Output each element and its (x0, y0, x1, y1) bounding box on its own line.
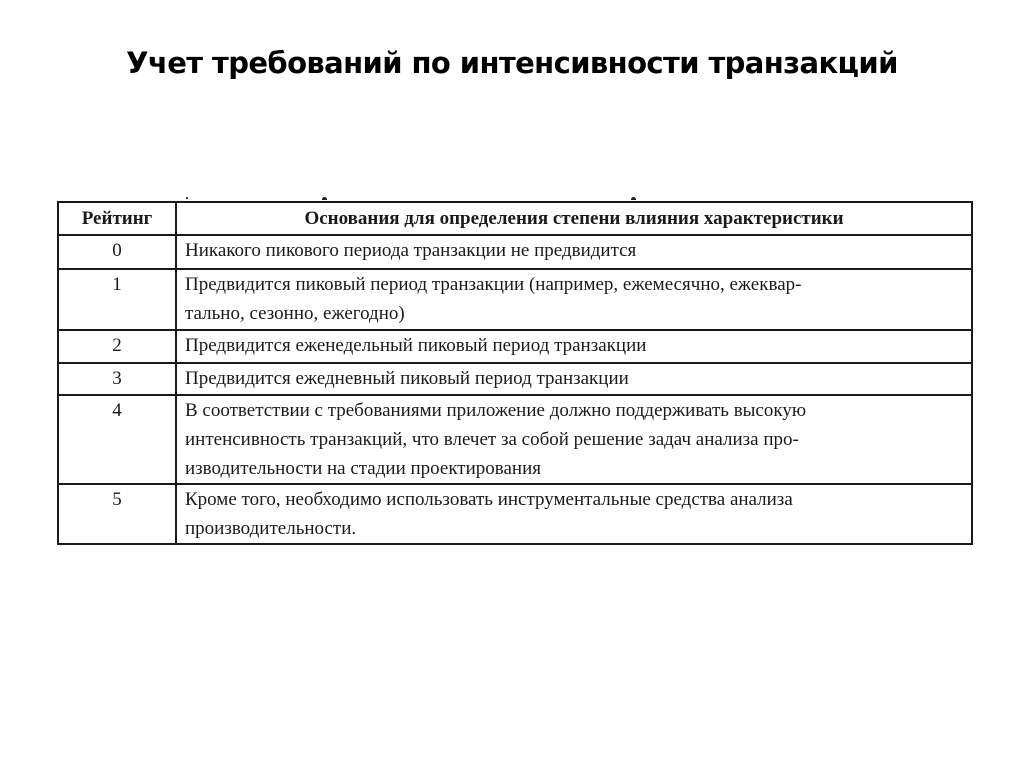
description-cell (176, 395, 972, 484)
description-cell (176, 235, 972, 269)
scan-artifact (322, 197, 327, 200)
rating-cell: 3 (58, 363, 176, 395)
description-cell (176, 363, 972, 395)
description-cell (176, 330, 972, 363)
description-line: Никакого пикового периода транзакции не предвидится (185, 240, 637, 261)
table-row (58, 269, 972, 330)
description-line: производительности. (185, 518, 357, 539)
rating-cell: 5 (58, 484, 176, 544)
table-row (58, 363, 972, 395)
rating-cell: 1 (58, 269, 176, 330)
slide-title: Учет требований по интенсивности транзакций (126, 46, 898, 80)
description-line: Предвидится ежедневный пиковый период транзакции (185, 368, 629, 389)
rating-cell: 0 (58, 235, 176, 269)
description-line: изводительности на стадии проектирования (185, 458, 541, 479)
description-line: Предвидится пиковый период транзакции (например, ежемесячно, ежеквар- (185, 274, 802, 295)
description-line: В соответствии с требованиями приложение должно поддерживать высокую (185, 400, 807, 421)
description-line: Предвидится еженедельный пиковый период транзакции (185, 335, 647, 356)
table-row (58, 235, 972, 269)
table-header-row (58, 202, 972, 235)
table-row (58, 330, 972, 363)
table-row (58, 395, 972, 484)
header-basis: Основания для определения степени влияния характеристики (176, 202, 972, 235)
header-rating: Рейтинг (58, 202, 176, 235)
rating-cell: 4 (58, 395, 176, 484)
rating-table (57, 201, 973, 545)
description-cell (176, 484, 972, 544)
scan-artifact (631, 197, 636, 200)
rating-cell: 2 (58, 330, 176, 363)
table-row (58, 484, 972, 544)
description-line: Кроме того, необходимо использовать инструментальные средства анализа (185, 489, 793, 510)
description-line: тально, сезонно, ежегодно) (185, 303, 405, 324)
scan-artifact (186, 197, 188, 199)
description-line: интенсивность транзакций, что влечет за собой решение задач анализа про- (185, 429, 799, 450)
description-cell (176, 269, 972, 330)
